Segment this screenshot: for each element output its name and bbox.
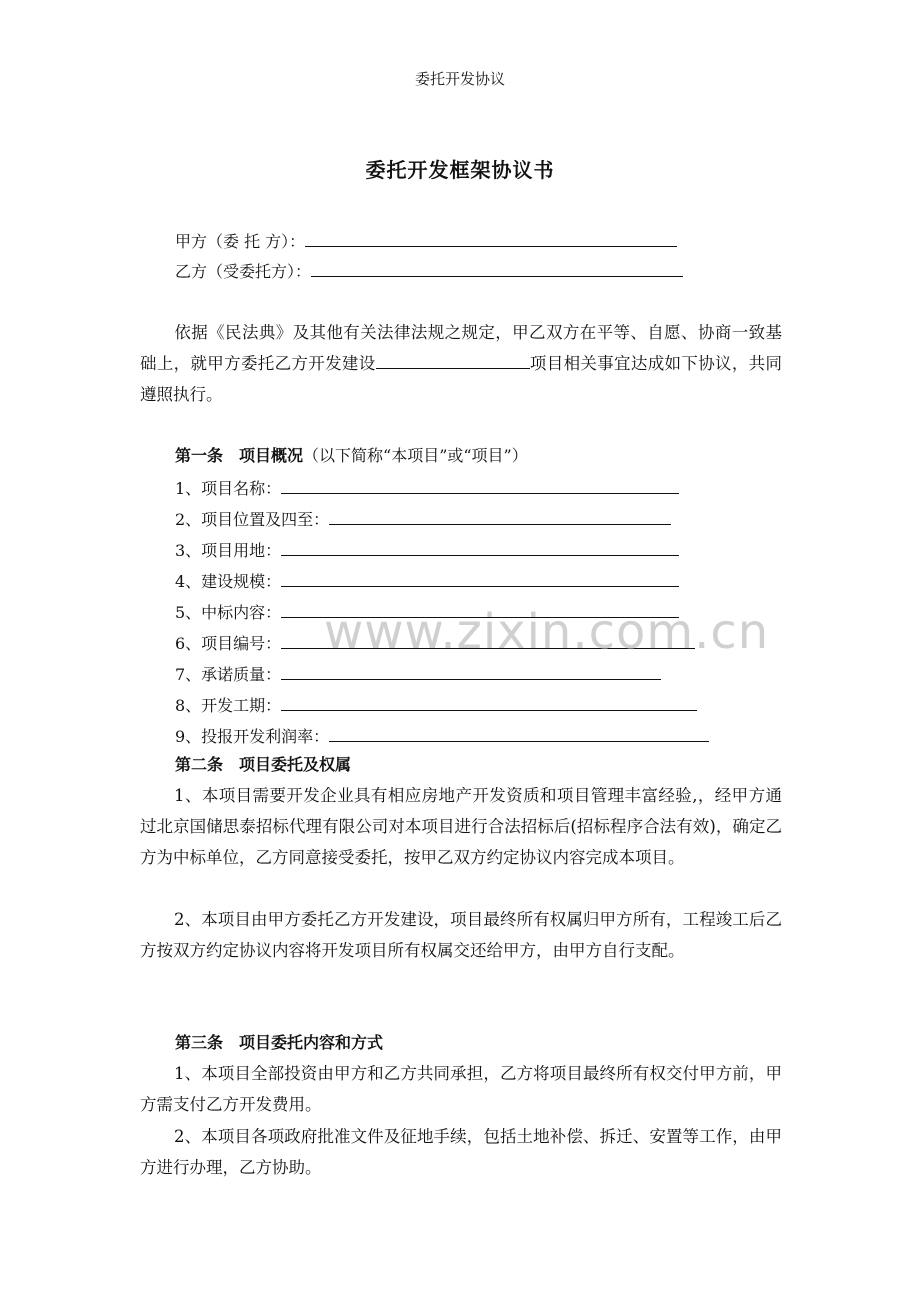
- article2-heading: 第二条 项目委托及权属: [175, 755, 352, 774]
- article1-title: 第一条 项目概况: [175, 446, 304, 465]
- list-item-label: 9、投报开发利润率：: [175, 727, 330, 746]
- list-item: [175, 506, 671, 530]
- article2-paragraph-1: [140, 780, 782, 873]
- article2-paragraph-2: [140, 904, 782, 966]
- article3-text-2: 2、本项目各项政府批准文件及征地手续，包括土地补偿、拆迁、安置等工作，由甲方进行办理，乙方协助。: [140, 1127, 782, 1177]
- list-item-blank[interactable]: [281, 537, 679, 556]
- intro-text-1: 依据《民法典》及其他有关法律法规之规定，甲乙双方在平等、自愿、协商一致基础上，就甲方委托乙方开发建设: [140, 323, 782, 373]
- article3-paragraph-2: [140, 1121, 782, 1183]
- list-item-label: 6、项目编号：: [175, 634, 282, 653]
- list-item-blank[interactable]: [281, 661, 661, 680]
- intro-paragraph: [140, 317, 782, 410]
- page-header-title: 委托开发协议: [414, 70, 505, 88]
- list-item-blank[interactable]: [329, 506, 671, 525]
- list-item-label: 5、中标内容：: [175, 603, 282, 622]
- article3-paragraph-1: [140, 1058, 782, 1120]
- article2-text-1: 1、本项目需要开发企业具有相应房地产开发资质和项目管理丰富经验,，经甲方通过北京国储思泰招标代理有限公司对本项目进行合法招标后(招标程序合法有效)，确定乙方为中标单位，乙方同意接受委托，按甲乙双方约定协议内容完成本项目。: [140, 786, 782, 867]
- list-item-label: 4、建设规模：: [175, 572, 282, 591]
- article3-heading: 第三条 项目委托内容和方式: [175, 1033, 384, 1052]
- article2-text-2: 2、本项目由甲方委托乙方开发建设，项目最终所有权属归甲方所有，工程竣工后乙方按双方约定协议内容将开发项目所有权属交还给甲方，由甲方自行支配。: [140, 910, 782, 960]
- list-item-blank[interactable]: [281, 692, 697, 711]
- project-name-blank[interactable]: [376, 350, 530, 369]
- party-a-line: [175, 228, 677, 252]
- document-title: 委托开发框架协议书: [365, 158, 555, 182]
- list-item-blank[interactable]: [281, 568, 679, 587]
- list-item-blank[interactable]: [329, 723, 709, 742]
- list-item: [175, 723, 709, 747]
- article1-heading: [175, 443, 528, 466]
- intro-text-2: 项目相关事宜达成如下协议，共同遵照执行。: [140, 354, 783, 404]
- party-b-blank[interactable]: [311, 258, 683, 277]
- list-item: [175, 692, 697, 716]
- list-item-label: 3、项目用地：: [175, 541, 282, 560]
- article1-note: （以下简称“本项目”或“项目”）: [303, 446, 528, 465]
- party-a-blank[interactable]: [305, 228, 677, 247]
- list-item-label: 1、项目名称：: [175, 479, 282, 498]
- list-item: [175, 537, 679, 561]
- list-item-label: 7、承诺质量：: [175, 665, 282, 684]
- list-item: [175, 475, 679, 499]
- list-item-label: 8、开发工期：: [175, 696, 282, 715]
- list-item: [175, 568, 679, 592]
- list-item-label: 2、项目位置及四至：: [175, 510, 330, 529]
- article3-text-1: 1、本项目全部投资由甲方和乙方共同承担，乙方将项目最终所有权交付甲方前，甲方需支付乙方开发费用。: [140, 1064, 782, 1114]
- list-item-blank[interactable]: [281, 475, 679, 494]
- watermark: www.zixin.com.cn: [324, 604, 770, 660]
- party-b-line: [175, 258, 683, 282]
- party-b-label: 乙方（受委托方）：: [175, 262, 312, 281]
- list-item: [175, 661, 661, 685]
- party-a-label: 甲方（委 托 方）：: [175, 232, 306, 251]
